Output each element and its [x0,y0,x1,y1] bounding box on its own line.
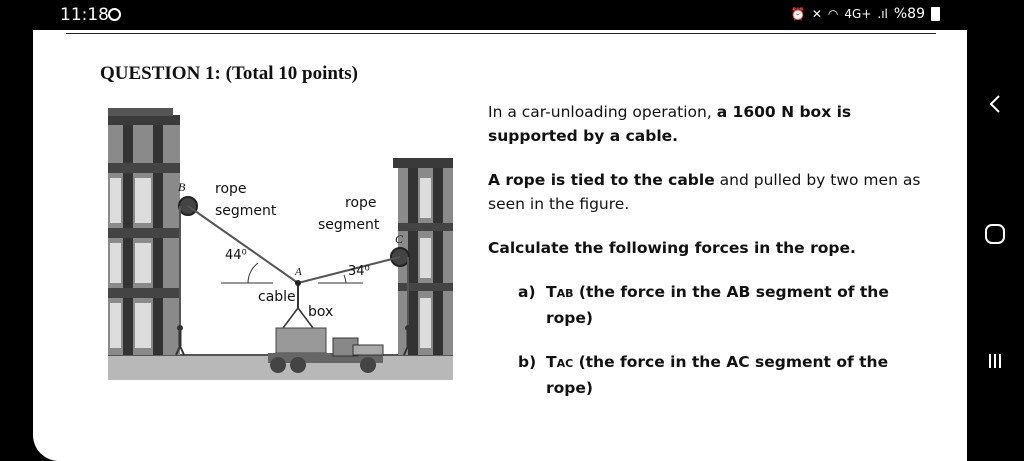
rope-right-label-2: segment [318,217,380,233]
question-text [488,100,928,420]
item-a-sub: AB [556,287,574,300]
item-a-text: (the force in the AB segment of the rope) [546,283,889,327]
signal-icon: .ıl [877,7,888,21]
rope-left-label-1: rope [215,181,247,197]
car-unloading-figure [108,103,453,380]
whatsapp-icon [108,8,121,21]
paragraph-3 [488,236,928,260]
angle-left-label: 44⁰ [225,248,247,263]
rope-left-label-2: segment [215,203,277,219]
recents-icon [985,351,1005,371]
status-time: 11:18 [60,5,109,25]
box [276,328,326,353]
home-icon [983,222,1007,246]
p2-bold: A rope is tied to the cable [488,171,715,189]
left-building [108,108,180,355]
box-label: box [308,304,334,320]
item-b-text: (the force in the AC segment of the rope) [546,353,889,397]
item-a-marker: a) [518,283,536,301]
network-type: 4G+ [844,7,872,21]
p1-bold: a 1600 N box is supported by a cable. [488,103,852,145]
alarm-icon: ⏰ [790,7,806,21]
p1-normal: In a car-unloading operation, [488,103,717,121]
label-b: B [178,180,186,194]
item-a-symbol: T [546,283,557,301]
back-button[interactable] [979,88,1011,120]
separator-line [66,33,936,34]
question-title: QUESTION 1: (Total 10 points) [100,63,358,84]
back-icon [987,94,1003,114]
item-a [518,280,928,330]
cable-label: cable [258,289,296,305]
home-button[interactable] [979,218,1011,250]
document-page[interactable] [33,30,967,461]
item-b [518,350,928,400]
item-b-sub: AC [556,357,574,370]
battery-icon [931,7,940,21]
navigation-bar [967,30,1024,461]
rope-right-label-1: rope [345,195,377,211]
paragraph-1 [488,100,928,148]
p2-normal: and pulled by two men as seen in the figure. [488,171,921,213]
wifi-icon: ◠ [827,7,839,21]
p3-bold: Calculate the following forces in the rope. [488,239,856,257]
paragraph-2 [488,168,928,216]
mute-icon: ✕ [811,7,822,21]
status-bar [0,0,1024,30]
recents-button[interactable] [979,345,1011,377]
point-a [295,280,301,286]
angle-right-label: 34⁰ [348,264,370,279]
status-icons [791,6,940,22]
battery-percent: %89 [893,6,925,22]
item-b-marker: b) [518,353,537,371]
item-b-symbol: T [546,353,557,371]
label-c: C [395,232,404,246]
label-a: A [295,266,302,278]
